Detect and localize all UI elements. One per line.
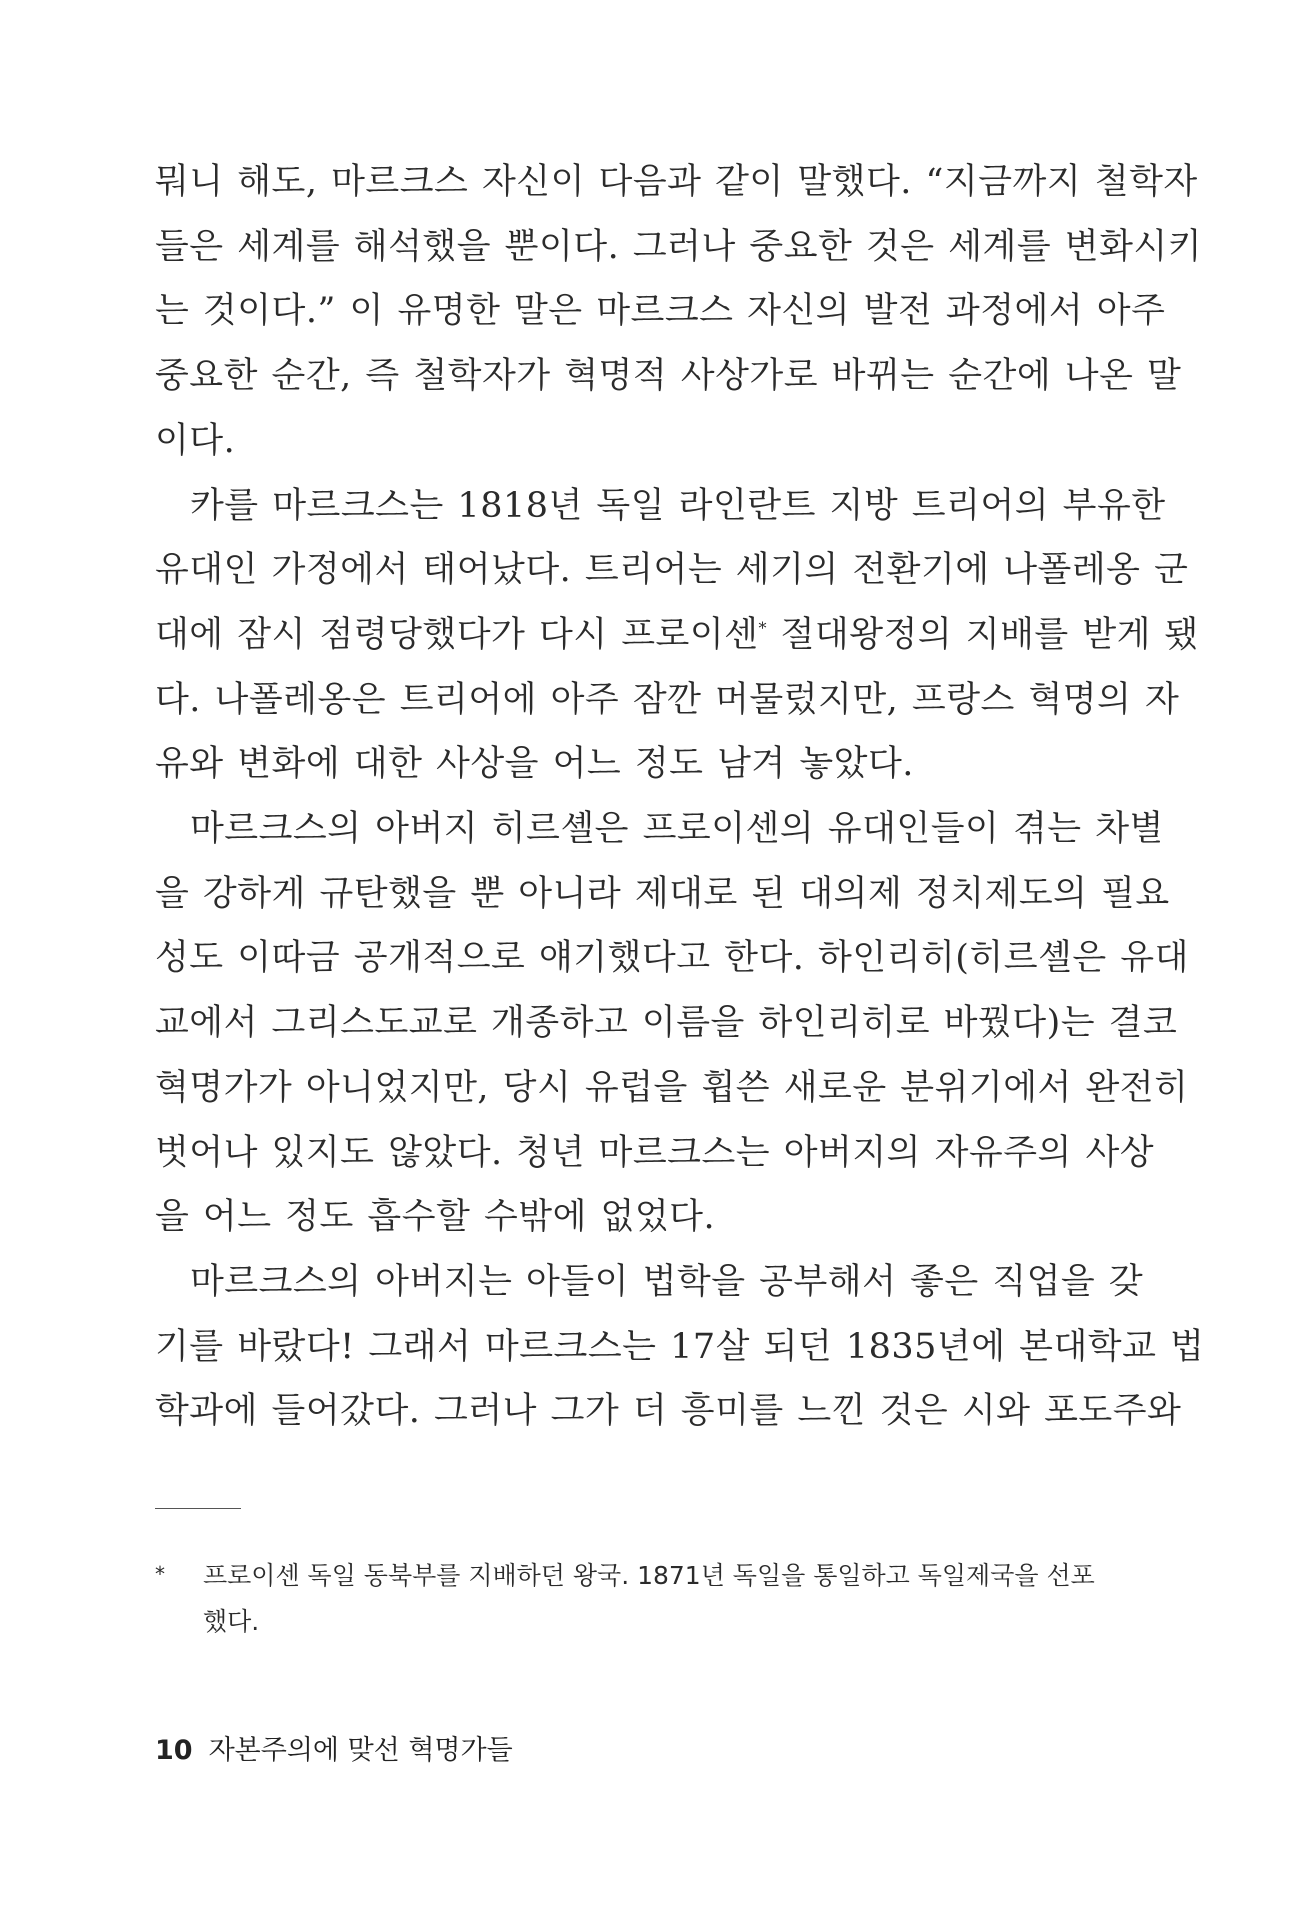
text-line: 유와 변화에 대한 사상을 어느 정도 남겨 놓았다.	[155, 744, 914, 785]
text-segment: 대에 잠시 점령당했다가 다시 프로이센	[155, 614, 759, 655]
page-number: 10	[155, 1735, 193, 1766]
text-line: 들은 세계를 해석했을 뿐이다. 그러나 중요한 것은 세계를 변화시키	[155, 226, 1203, 267]
text-line: 카를 마르크스는 1818년 독일 라인란트 지방 트리어의 부유한	[190, 485, 1166, 526]
text-line: 이다.	[155, 420, 236, 461]
text-line: 다. 나폴레옹은 트리어에 아주 잠깐 머물렀지만, 프랑스 혁명의 자	[155, 679, 1180, 720]
text-line: 마르크스의 아버지 히르셸은 프로이센의 유대인들이 겪는 차별	[190, 809, 1164, 850]
text-line: 을 강하게 규탄했을 뿐 아니라 제대로 된 대의제 정치제도의 필요	[155, 873, 1170, 914]
text-line: 혁명가가 아니었지만, 당시 유럽을 휩쓴 새로운 분위기에서 완전히	[155, 1067, 1189, 1108]
text-segment: 절대왕정의 지배를 받게 됐	[766, 614, 1199, 655]
text-line: 중요한 순간, 즉 철학자가 혁명적 사상가로 바뀌는 순간에 나온 말	[155, 356, 1182, 397]
text-line: 벗어나 있지도 않았다. 청년 마르크스는 아버지의 자유주의 사상	[155, 1132, 1155, 1173]
text-line: 성도 이따금 공개적으로 얘기했다고 한다. 하인리히(히르셸은 유대	[155, 938, 1189, 979]
footnote-line: 했다.	[203, 1607, 260, 1636]
footnote-body	[203, 1553, 1095, 1645]
text-line: 는 것이다.” 이 유명한 말은 마르크스 자신의 발전 과정에서 아주	[155, 291, 1166, 332]
paragraph-1	[155, 150, 1203, 474]
text-line: 을 어느 정도 흡수할 수밖에 없었다.	[155, 1197, 716, 1238]
text-line: 뭐니 해도, 마르크스 자신이 다음과 같이 말했다. “지금까지 철학자	[155, 162, 1198, 202]
text-line: 학과에 들어갔다. 그러나 그가 더 흥미를 느낀 것은 시와 포도주와	[155, 1391, 1182, 1432]
text-line-with-footnote	[155, 603, 1199, 668]
footnote-divider	[155, 1508, 241, 1509]
text-line: 마르크스의 아버지는 아들이 법학을 공부해서 좋은 직업을 갖	[190, 1261, 1144, 1302]
footnote-reference: *	[758, 618, 767, 638]
body-text	[155, 150, 1205, 1444]
paragraph-3	[155, 797, 1189, 1250]
footnote-marker: *	[155, 1562, 165, 1586]
text-line: 기를 바랐다! 그래서 마르크스는 17살 되던 1835년에 본대학교 법	[155, 1326, 1205, 1367]
running-title: 자본주의에 맞선 혁명가들	[208, 1735, 513, 1766]
paragraph-2	[155, 474, 1199, 798]
page-footer	[155, 1728, 513, 1767]
text-line: 교에서 그리스도교로 개종하고 이름을 하인리히로 바꿨다)는 결코	[155, 1003, 1178, 1044]
text-line: 유대인 가정에서 태어났다. 트리어는 세기의 전환기에 나폴레옹 군	[155, 550, 1189, 591]
footnote-line: 프로이센 독일 동북부를 지배하던 왕국. 1871년 독일을 통일하고 독일제국을 선포	[203, 1561, 1095, 1590]
paragraph-4	[155, 1250, 1205, 1444]
